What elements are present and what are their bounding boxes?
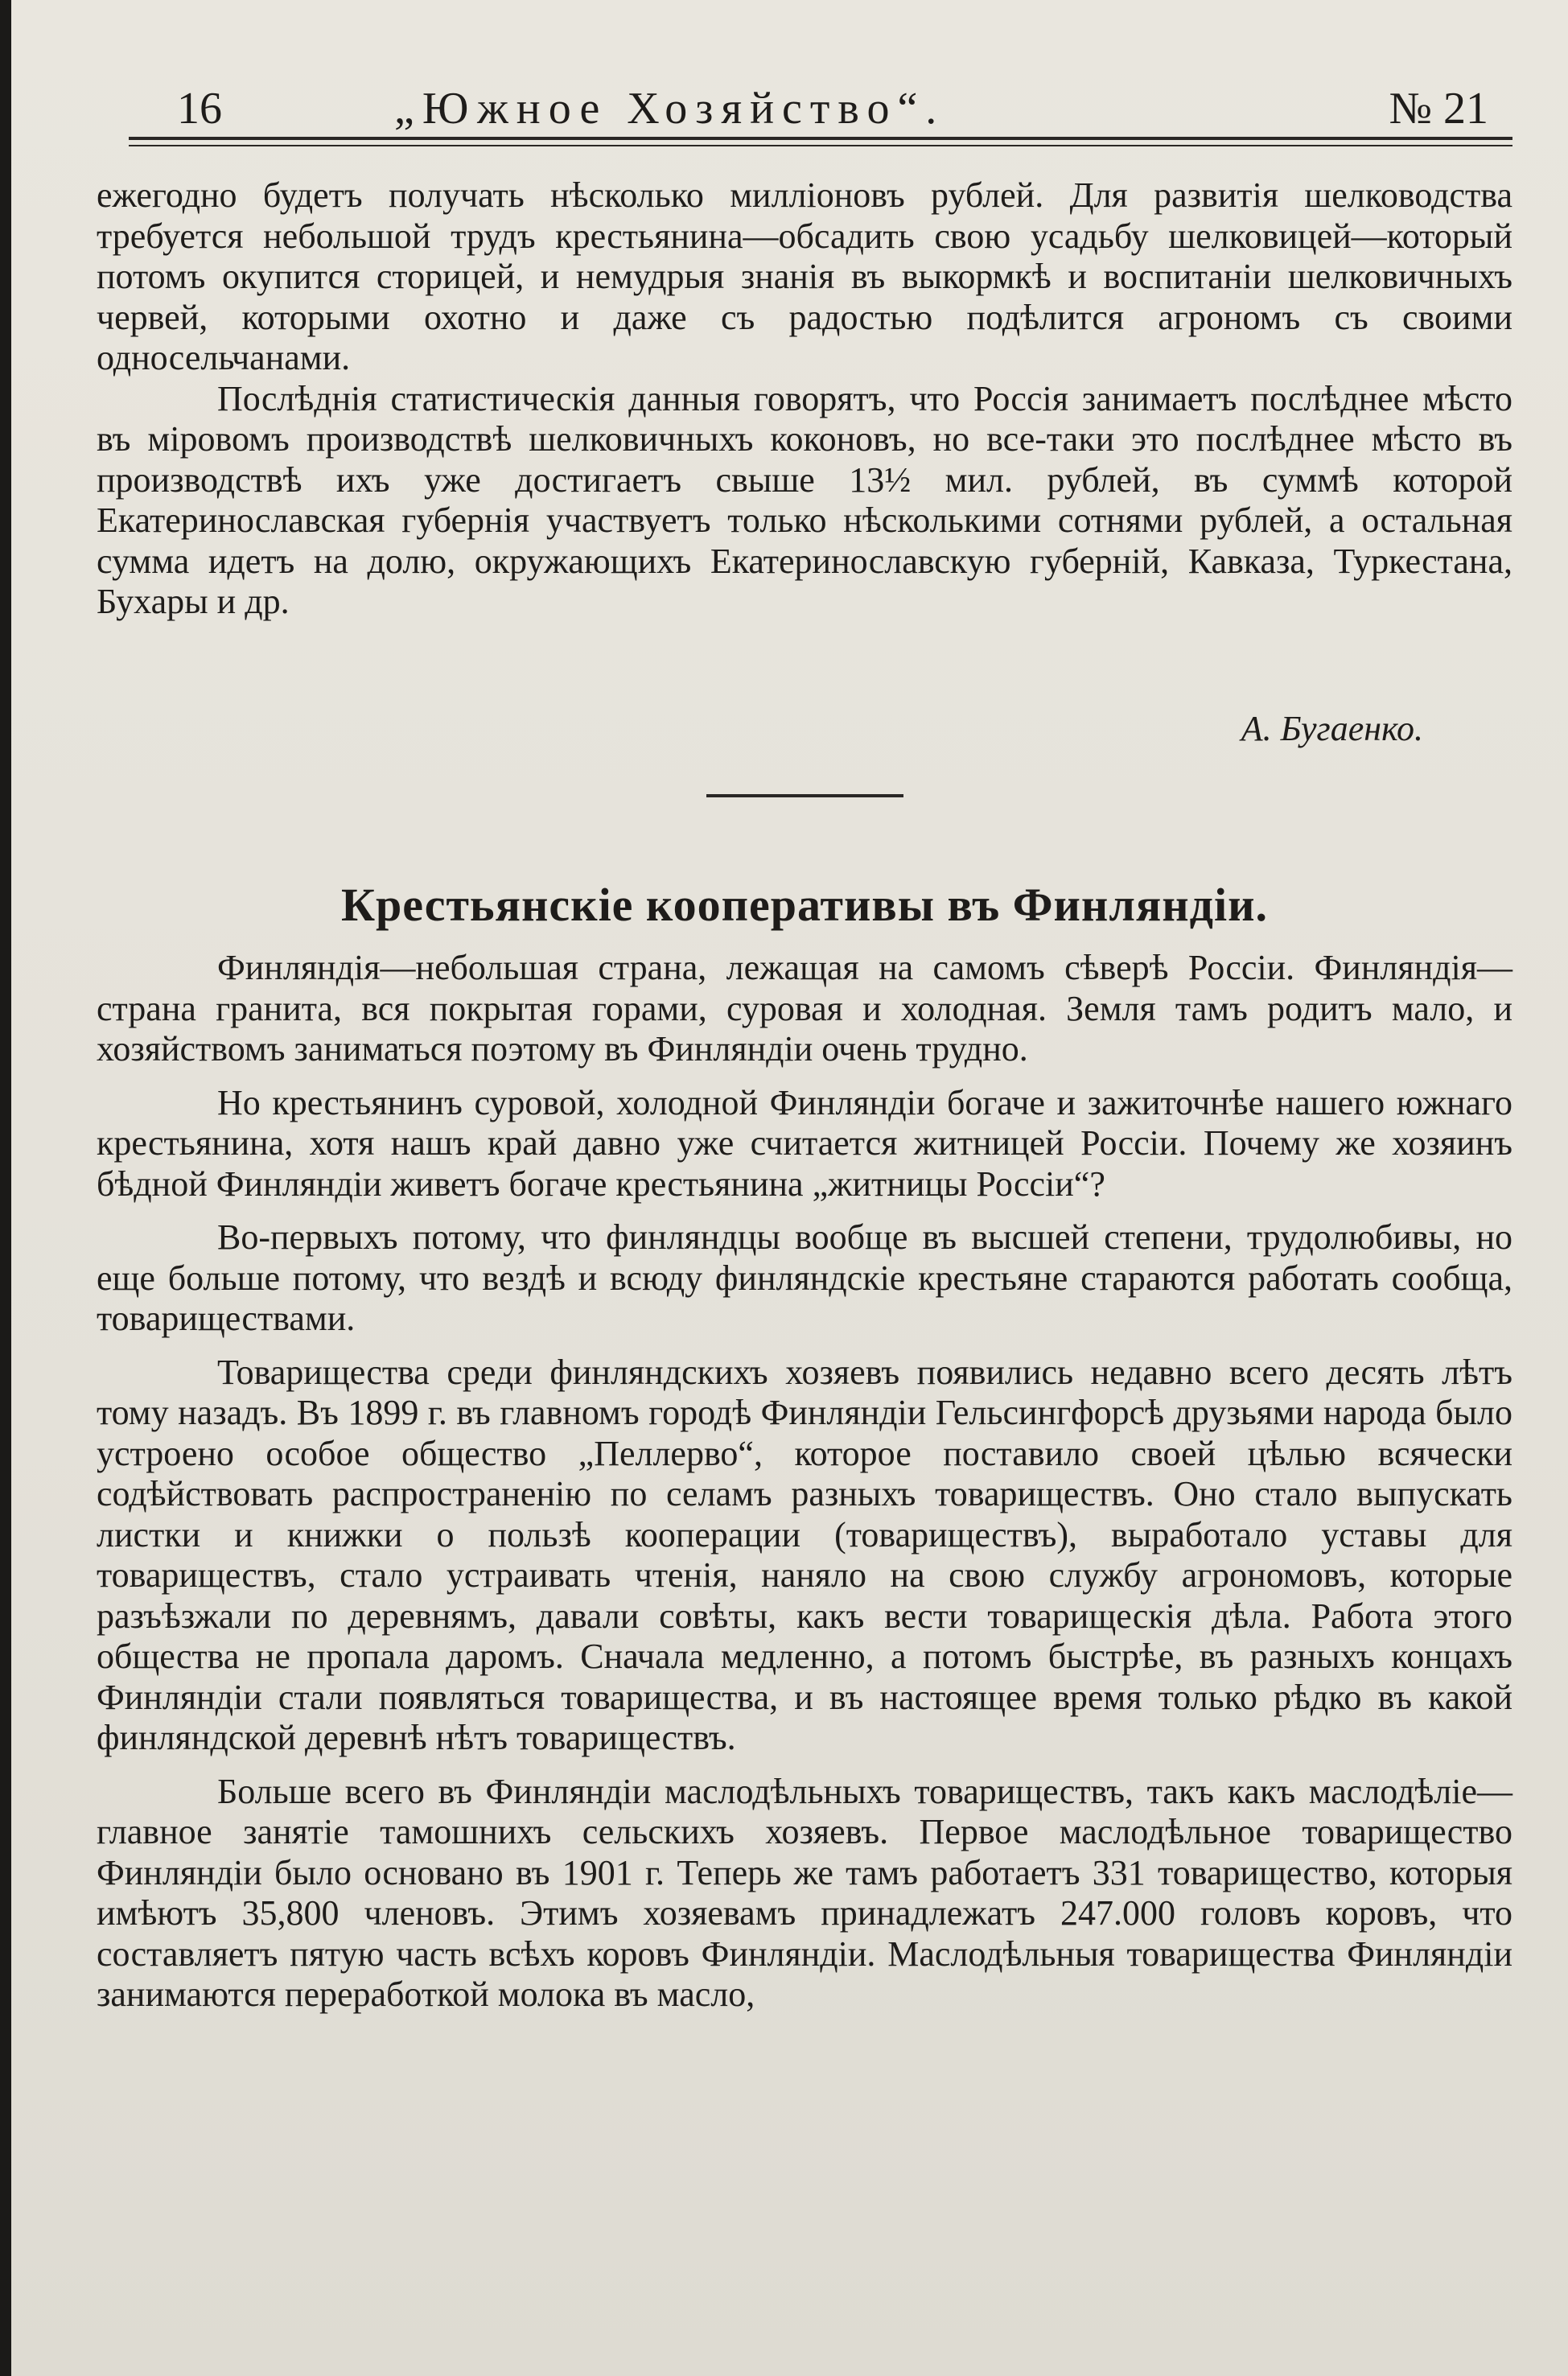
article-title: Крестьянскіе кооперативы въ Финляндіи.: [340, 879, 1269, 931]
header-rule-thick: [129, 137, 1512, 140]
running-header: [161, 80, 1512, 137]
paragraph: Послѣднія статистическія данныя говорятъ, что Россія занимаетъ послѣднее мѣсто въ міровомъ производствѣ шелковичныхъ коконовъ, но все-таки это послѣднее мѣсто въ производствѣ ихъ уже достигаетъ свыше 13½ мил. рублей, въ суммѣ которой Екатеринославская губернія участвуетъ только нѣсколькими сотнями рублей, а остальная сумма идетъ на долю, окружающихъ Екатеринославскую губерній, Кавказа, Туркестана, Бухары и др.: [97, 378, 1512, 621]
paragraph: Больше всего въ Финляндіи маслодѣльныхъ товариществъ, такъ какъ маслодѣліе—главное занятіе тамошнихъ сельскихъ хозяевъ. Первое маслодѣльное товарищество Финляндіи было основано въ 1901 г. Теперь же тамъ работаетъ 331 товарищество, которыя имѣютъ 35,800 членовъ. Этимъ хозяевамъ принадлежатъ 247.000 головъ коровъ, что составляетъ пятую часть всѣхъ коровъ Финляндіи. Маслодѣльныя товарищества Финляндіи занимаются переработкой молока въ масло,: [97, 1771, 1512, 2014]
header-rule-thin: [129, 145, 1512, 146]
article-body: [97, 948, 1512, 2016]
author-signature: А. Бугаенко.: [1241, 709, 1423, 748]
previous-article-continuation: [97, 175, 1512, 623]
paragraph: Финляндія—небольшая страна, лежащая на самомъ сѣверѣ Россіи. Финляндія—страна гранита, вся покрытая горами, суровая и холодная. Земля тамъ родитъ мало, и хозяйствомъ заниматься поэтому въ Финляндіи очень трудно.: [97, 948, 1512, 1069]
page-number: 16: [177, 84, 222, 134]
issue-number: № 21: [1389, 84, 1488, 134]
article-separator: [706, 794, 903, 797]
paragraph: ежегодно будетъ получать нѣсколько милліоновъ рублей. Для развитія шелководства требуется небольшой трудъ крестьянина—обсадить свою усадьбу шелковицей—который потомъ окупится сторицей, и немудрыя знанія въ выкормкѣ и воспитаніи шелковичныхъ червей, которыми охотно и даже съ радостью подѣлится агрономъ съ своими односельчанами.: [97, 175, 1512, 377]
journal-title: „Южное Хозяйство“.: [394, 84, 945, 134]
paragraph: Товарищества среди финляндскихъ хозяевъ появились недавно всего десять лѣтъ тому назадъ. Въ 1899 г. въ главномъ городѣ Финляндіи Гельсингфорсѣ друзьями народа было устроено особое общество „Пеллерво“, которое поставило своей цѣлью всячески содѣйствовать распространенію по селамъ разныхъ товариществъ. Оно стало выпускать листки и книжки о пользѣ кооперации (товариществъ), выработало уставы для товариществъ, стало устраивать чтенія, наняло на свою службу агрономовъ, которые разъѣзжали по деревнямъ, давали совѣты, какъ вести товарищескія дѣла. Работа этого общества не пропала даромъ. Сначала медленно, а потомъ быстрѣе, въ разныхъ концахъ Финляндіи стали появляться товарищества, и въ настоящее время только рѣдко въ какой финляндской деревнѣ нѣтъ товариществъ.: [97, 1352, 1512, 1757]
paragraph: Во-первыхъ потому, что финляндцы вообще въ высшей степени, трудолюбивы, но еще больше потому, что вездѣ и всюду финляндскіе крестьяне стараются работать сообща, товариществами.: [97, 1217, 1512, 1338]
paragraph: Но крестьянинъ суровой, холодной Финляндіи богаче и зажиточнѣе нашего южнаго крестьянина, хотя нашъ край давно уже считается житницей Россіи. Почему же хозяинъ бѣдной Финляндіи живетъ богаче крестьянина „житницы Россіи“?: [97, 1082, 1512, 1204]
